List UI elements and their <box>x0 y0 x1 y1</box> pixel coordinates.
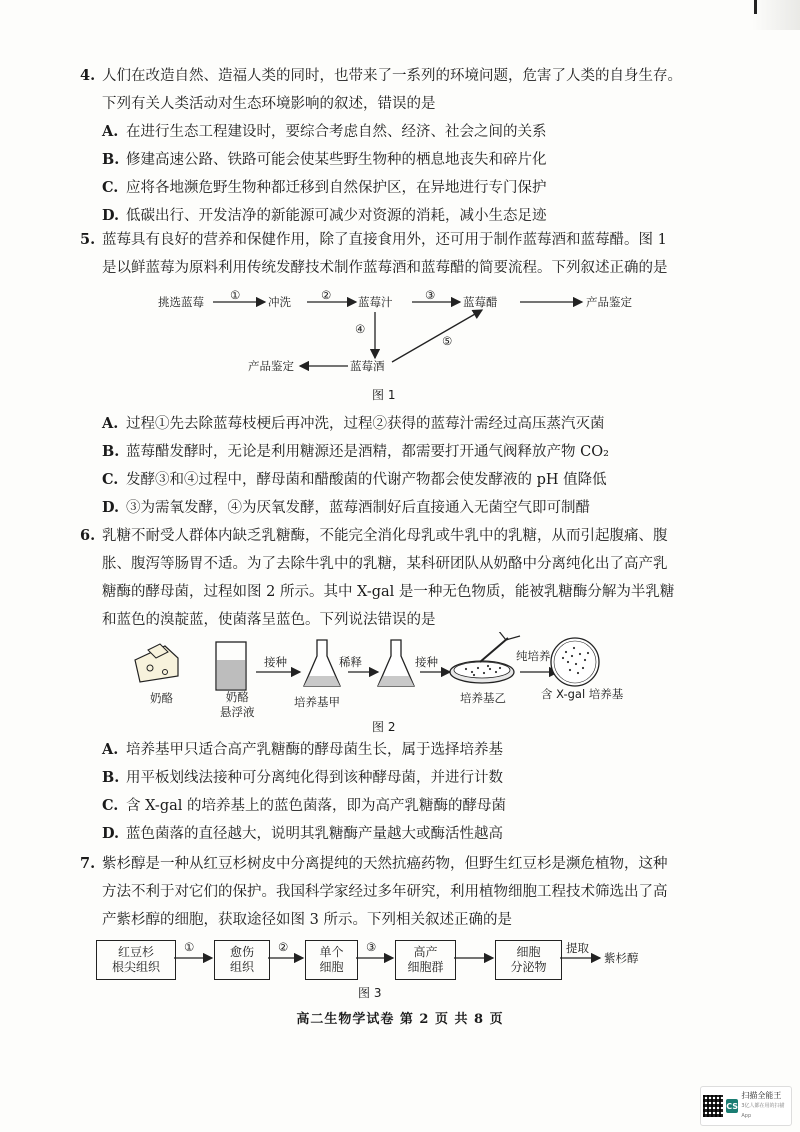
flask-b-icon <box>378 640 414 686</box>
q5-line1: 蓝莓具有良好的营养和保健作用，除了直接食用外，还可用于制作蓝莓酒和蓝莓醋。图 1 <box>102 232 667 248</box>
label-inoculate-1: 接种 <box>264 655 287 669</box>
box-single-cell-text: 单个 细胞 <box>319 945 344 974</box>
option-label: B. <box>102 151 120 168</box>
q4-number: 4. <box>80 67 96 84</box>
q4-stem <box>80 62 720 90</box>
badge-text <box>741 1091 789 1121</box>
option-label: C. <box>102 471 119 488</box>
q7-stem <box>80 850 720 878</box>
label-purify: 纯培养 <box>516 649 551 663</box>
cs-logo-icon: CS <box>726 1099 739 1113</box>
option-label: A. <box>102 123 119 140</box>
option-label: B. <box>102 769 120 786</box>
q4-option-a[interactable] <box>80 118 720 146</box>
label-paclitaxel: 紫杉醇 <box>604 951 639 965</box>
node-product-test-2: 产品鉴定 <box>248 359 294 373</box>
beaker-icon <box>216 642 246 690</box>
page-footer: 高二生物学试卷 第 2 页 共 8 页 <box>296 1012 504 1027</box>
petri-dish-icon <box>450 661 514 683</box>
figure-2-diagram <box>0 632 800 712</box>
q5-number: 5. <box>80 231 96 248</box>
label-extract: 提取 <box>566 941 589 955</box>
q6-line4: 和蓝色的溴靛蓝，使菌落呈蓝色。下列说法错误的是 <box>102 612 436 628</box>
box-root-tissue <box>96 940 176 980</box>
option-label: D. <box>102 207 120 224</box>
box-root-tissue-text: 红豆杉 根尖组织 <box>111 945 160 974</box>
question-6 <box>80 522 720 634</box>
label-medium-b: 培养基乙 <box>460 691 506 705</box>
box-high-yield-cells <box>395 940 456 980</box>
option-label: C. <box>102 179 119 196</box>
option-text: 蓝莓醋发酵时，无论是利用糖源还是酒精，都需要打开通气阀释放产物 CO₂ <box>126 444 609 460</box>
q6-options <box>80 736 720 848</box>
box-secretion <box>495 940 562 980</box>
step-5-label: ⑤ <box>442 334 453 348</box>
option-text: 发酵③和④过程中，酵母菌和醋酸菌的代谢产物都会使发酵液的 pH 值降低 <box>126 472 607 488</box>
q6-option-b[interactable] <box>80 764 720 792</box>
q7-line3: 产紫杉醇的细胞，获取途径如图 3 所示。下列相关叙述正确的是 <box>102 912 512 928</box>
q7-line1: 紫杉醇是一种从红豆杉树皮中分离提纯的天然抗癌药物，但野生红豆杉是濒危植物，这种 <box>102 856 668 872</box>
q4-option-c[interactable] <box>80 174 720 202</box>
badge-subtitle: 3亿人都在用的扫描App <box>741 1103 785 1119</box>
cheese-icon <box>135 644 178 682</box>
option-text: 含 X-gal 的培养基上的蓝色菌落，即为高产乳糖酶的酵母菌 <box>126 798 506 814</box>
flask-a-icon <box>304 640 340 686</box>
arrow-diagonal <box>392 310 482 362</box>
q7-number: 7. <box>80 855 96 872</box>
label-suspension: 奶酪 悬浮液 <box>220 690 255 719</box>
q6-option-a[interactable] <box>80 736 720 764</box>
badge-title: 扫描全能王 <box>741 1091 782 1100</box>
q6-line3: 糖酶的酵母菌，过程如图 2 所示。其中 X-gal 是一种无色物质，能被乳糖酶分解为半乳糖 <box>102 584 675 600</box>
label-inoculate-2: 接种 <box>415 655 438 669</box>
option-label: B. <box>102 443 120 460</box>
option-text: 过程①先去除蓝莓枝梗后再冲洗，过程②获得的蓝莓汁需经过高压蒸汽灭菌 <box>126 416 605 432</box>
node-wash: 冲洗 <box>268 295 291 309</box>
option-text: 用平板划线法接种可分离纯化得到该种酵母菌，并进行计数 <box>126 770 503 786</box>
node-juice: 蓝莓汁 <box>358 295 393 309</box>
option-label: D. <box>102 499 120 516</box>
q5-option-c[interactable] <box>80 466 720 494</box>
q6-line1: 乳糖不耐受人群体内缺乏乳糖酶，不能完全消化母乳或牛乳中的乳糖，从而引起腹痛、腹 <box>102 528 668 544</box>
box-high-yield-text: 高产 细胞群 <box>407 945 444 974</box>
node-vinegar: 蓝莓醋 <box>463 295 498 309</box>
box-callus <box>214 940 270 980</box>
q6-number: 6. <box>80 527 96 544</box>
figure-2-caption: 图 2 <box>372 720 396 734</box>
question-4 <box>80 62 720 230</box>
node-select-blueberry: 挑选蓝莓 <box>158 295 204 309</box>
option-text: 在进行生态工程建设时，要综合考虑自然、经济、社会之间的关系 <box>126 124 547 140</box>
q7-line2: 方法不利于对它们的保护。我国科学家经过多年研究，利用植物细胞工程技术筛选出了高 <box>102 884 668 900</box>
q6-stem <box>80 522 720 550</box>
question-7 <box>80 850 720 934</box>
q4-line1: 人们在改造自然、造福人类的同时，也带来了一系列的环境问题，危害了人类的自身生存。 <box>102 68 682 84</box>
qr-code-icon <box>703 1095 723 1117</box>
option-text: 修建高速公路、铁路可能会使某些野生物种的栖息地丧失和碎片化 <box>126 152 547 168</box>
question-5 <box>80 226 720 282</box>
label-cheese: 奶酪 <box>150 691 173 705</box>
option-label: D. <box>102 825 120 842</box>
label-medium-a: 培养基甲 <box>294 695 340 709</box>
margin-mark <box>754 0 757 14</box>
q4-line2: 下列有关人类活动对生态环境影响的叙述，错误的是 <box>102 96 436 112</box>
q6-line2: 胀、腹泻等肠胃不适。为了去除牛乳中的乳糖，某科研团队从奶酪中分离纯化出了高产乳 <box>102 556 668 572</box>
box-secretion-text: 细胞 分泌物 <box>510 945 547 974</box>
node-product-test-1: 产品鉴定 <box>586 295 632 309</box>
f3-step-3: ③ <box>366 940 377 954</box>
option-label: A. <box>102 741 119 758</box>
q5-option-a[interactable] <box>80 410 720 438</box>
figure-1-caption: 图 1 <box>372 388 396 402</box>
q5-stem <box>80 226 720 254</box>
option-text: 培养基甲只适合高产乳糖酶的酵母菌生长，属于选择培养基 <box>126 742 503 758</box>
page-edge-shadow <box>752 0 800 30</box>
label-dilute: 稀释 <box>339 655 362 669</box>
xgal-plate-icon <box>551 638 599 686</box>
box-single-cell <box>305 940 358 980</box>
step-3-label: ③ <box>425 288 436 302</box>
q5-option-b[interactable] <box>80 438 720 466</box>
figure-3-caption: 图 3 <box>358 986 382 1000</box>
label-xgal-medium: 含 X-gal 培养基 <box>541 687 624 701</box>
step-2-label: ② <box>321 288 332 302</box>
step-1-label: ① <box>230 288 241 302</box>
node-wine: 蓝莓酒 <box>350 359 385 373</box>
step-4-label: ④ <box>355 322 366 336</box>
q5-option-d[interactable] <box>80 494 720 522</box>
box-callus-text: 愈伤 组织 <box>229 945 254 974</box>
option-label: C. <box>102 797 119 814</box>
q5-line2: 是以鲜蓝莓为原料利用传统发酵技术制作蓝莓酒和蓝莓醋的简要流程。下列叙述正确的是 <box>102 260 668 276</box>
figure-1-flowchart <box>0 280 800 385</box>
q4-option-b[interactable] <box>80 146 720 174</box>
pipette-icon <box>480 632 520 662</box>
option-text: 应将各地濒危野生物种都迁移到自然保护区，在异地进行专门保护 <box>126 180 547 196</box>
f3-step-1: ① <box>184 940 195 954</box>
q6-option-d[interactable] <box>80 820 720 848</box>
option-text: ③为需氧发酵，④为厌氧发酵，蓝莓酒制好后直接通入无菌空气即可制醋 <box>126 500 590 516</box>
q6-option-c[interactable] <box>80 792 720 820</box>
option-text: 低碳出行、开发洁净的新能源可减少对资源的消耗，减小生态足迹 <box>126 208 547 224</box>
q5-options <box>80 410 720 522</box>
option-label: A. <box>102 415 119 432</box>
scanner-watermark <box>700 1086 792 1126</box>
f3-step-2: ② <box>278 940 289 954</box>
option-text: 蓝色菌落的直径越大，说明其乳糖酶产量越大或酶活性越高 <box>126 826 503 842</box>
